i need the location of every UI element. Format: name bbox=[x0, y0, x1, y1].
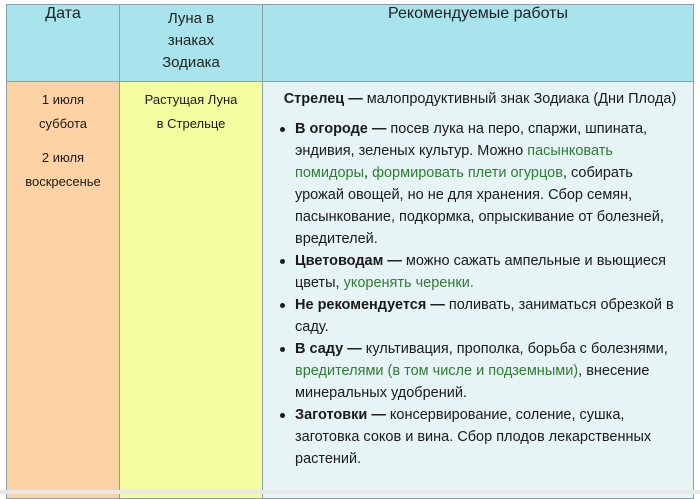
moon-sign: в Стрельце bbox=[120, 112, 262, 136]
calendar-table-wrapper bbox=[6, 4, 694, 490]
item-title: В огороде — bbox=[295, 121, 386, 137]
header-row bbox=[7, 5, 694, 82]
link-vrediteli[interactable]: вредителями (в том числе и подземными) bbox=[295, 363, 578, 379]
list-item bbox=[295, 338, 683, 404]
lunar-calendar-table bbox=[6, 4, 694, 499]
header-moon-line2: знаках bbox=[126, 30, 256, 52]
item-text: посев лука на перо, спаржи, шпината, эндивия, зеленых культур. Можно bbox=[295, 121, 647, 159]
horizontal-scrollbar[interactable] bbox=[0, 490, 700, 494]
sign-description: малопродуктивный знак Зодиака (Дни Плода) bbox=[363, 91, 677, 107]
link-formirovat[interactable]: формировать плети огурцов bbox=[372, 165, 563, 181]
header-moon-line1: Луна в bbox=[126, 8, 256, 30]
sign-intro bbox=[277, 88, 683, 110]
item-title: Не рекомендуется — bbox=[295, 297, 445, 313]
item-title: Заготовки — bbox=[295, 407, 386, 423]
item-text: поливать, заниматься обрезкой в саду. bbox=[295, 297, 674, 335]
list-item bbox=[295, 118, 683, 250]
list-item bbox=[295, 250, 683, 294]
item-title: В саду — bbox=[295, 341, 362, 357]
date-day: 1 июля bbox=[7, 88, 119, 112]
list-item bbox=[295, 404, 683, 470]
item-text: можно сажать ампельные и вьющиеся цветы, bbox=[295, 253, 666, 291]
header-moon bbox=[120, 5, 263, 82]
moon-phase: Растущая Луна bbox=[120, 88, 262, 112]
item-text: , собирать урожай овощей, но не для хранения. Сбор семян, пасынкование, подкормка, опрыскивание от болезней, вредителей. bbox=[295, 165, 664, 247]
header-date: Дата bbox=[7, 5, 120, 82]
date-cell bbox=[7, 82, 120, 499]
table-row bbox=[7, 82, 694, 499]
date-block-1 bbox=[7, 88, 119, 136]
works-list bbox=[277, 118, 683, 470]
sign-name: Стрелец — bbox=[284, 91, 363, 107]
item-title: Цветоводам — bbox=[295, 253, 402, 269]
item-text: , внесение минеральных удобрений. bbox=[295, 363, 649, 401]
header-moon-line3: Зодиака bbox=[126, 52, 256, 74]
moon-cell bbox=[120, 82, 263, 499]
header-work: Рекомендуемые работы bbox=[263, 5, 694, 82]
date-block-2 bbox=[7, 146, 119, 194]
list-item bbox=[295, 294, 683, 338]
link-ukorenyat[interactable]: укоренять черенки. bbox=[344, 275, 474, 291]
item-text: консервирование, соление, сушка, заготовка соков и вина. Сбор плодов лекарственных растений. bbox=[295, 407, 651, 467]
date-day: 2 июля bbox=[7, 146, 119, 170]
date-weekday: суббота bbox=[7, 112, 119, 136]
date-weekday: воскресенье bbox=[7, 170, 119, 194]
link-pasynkovat[interactable]: пасынковать помидоры bbox=[295, 143, 613, 181]
item-text: культивация, прополка, борьба с болезнями, bbox=[362, 341, 668, 357]
item-text: , bbox=[364, 165, 372, 181]
work-cell bbox=[263, 82, 694, 499]
